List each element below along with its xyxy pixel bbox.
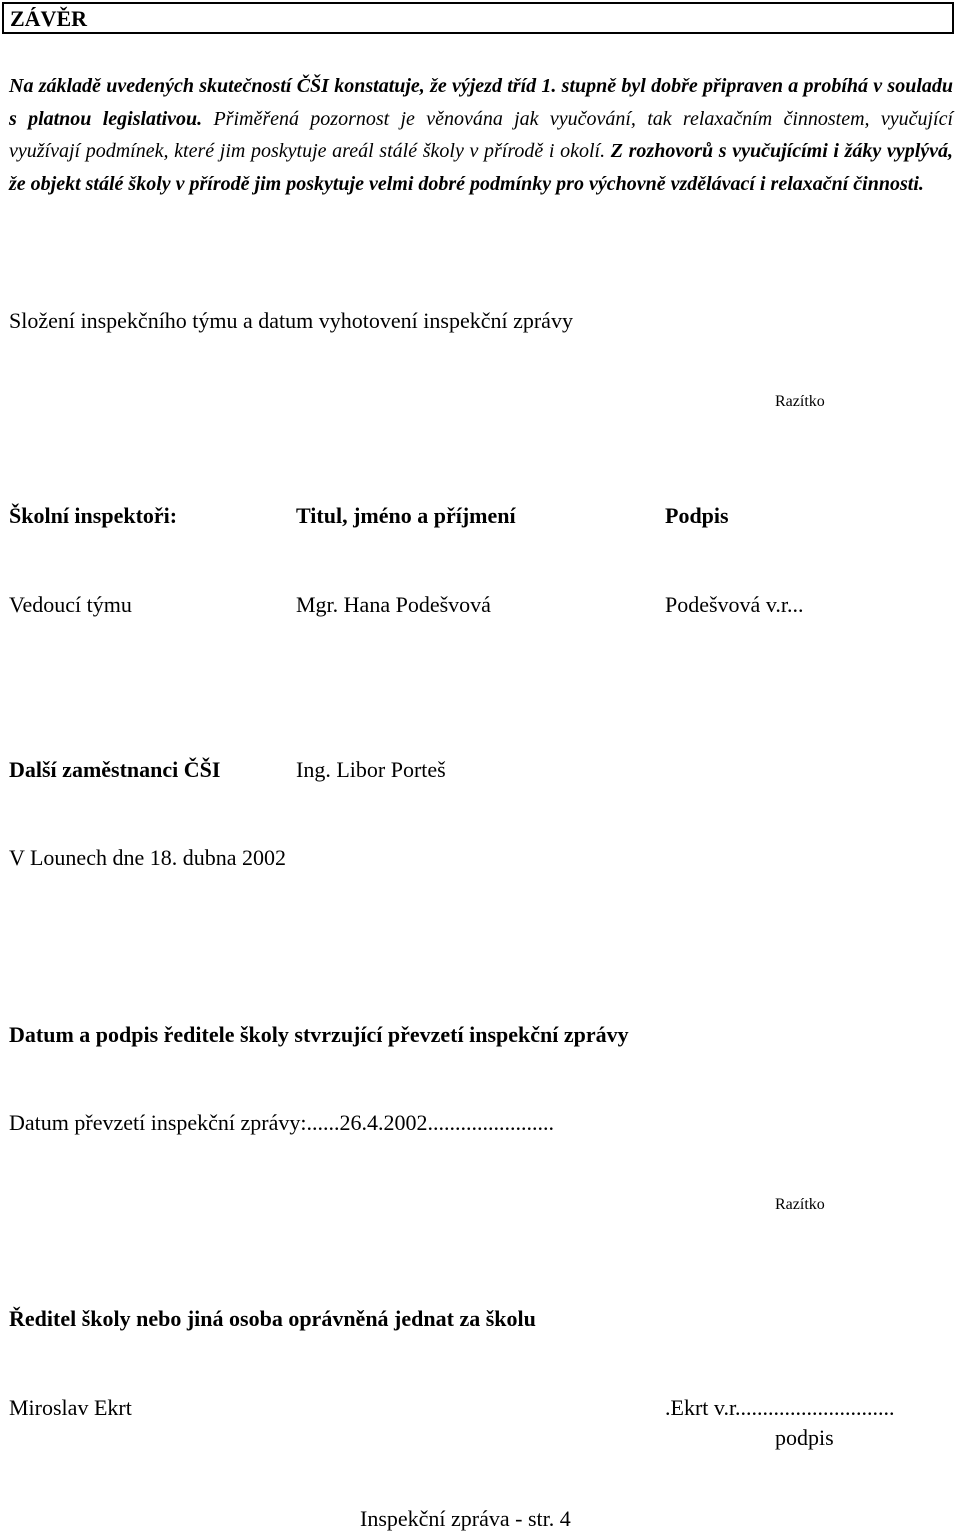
leader-signature: Podešvová v.r... xyxy=(665,592,804,617)
other-staff-name: Ing. Libor Porteš xyxy=(296,757,446,782)
page-footer: Inspekční zpráva - str. 4 xyxy=(360,1506,571,1531)
conclusion-part-1: Na základě uvedených skutečností ČŠI konstatuje, že výjezd tříd 1. stupně byl dobře připraven a probíhá v souladu s platnou legislativou. xyxy=(9,75,953,130)
director-section-title: Datum a podpis ředitele školy stvrzující převzetí inspekční zprávy xyxy=(9,1022,629,1047)
signature-label: podpis xyxy=(775,1425,834,1450)
leader-role: Vedoucí týmu xyxy=(9,592,132,617)
stamp-label-2: Razítko xyxy=(775,1196,825,1213)
director-name: Miroslav Ekrt xyxy=(9,1395,132,1420)
conclusion-paragraph xyxy=(9,70,953,200)
other-staff-role: Další zaměstnanci ČŠI xyxy=(9,757,221,782)
header-role: Školní inspektoři: xyxy=(9,503,178,528)
leader-name: Mgr. Hana Podešvová xyxy=(296,592,491,617)
place-date: V Lounech dne 18. dubna 2002 xyxy=(9,845,286,870)
receipt-date: Datum převzetí inspekční zprávy:......26.4.2002....................... xyxy=(9,1110,555,1135)
stamp-label-1: Razítko xyxy=(775,393,825,410)
heading-box xyxy=(2,2,954,34)
director-person-title: Ředitel školy nebo jiná osoba oprávněná jednat za školu xyxy=(9,1306,536,1331)
conclusion-part-2: Přiměřená pozornost je věnována jak vyučování, tak relaxačním činnostem, vyučující využívají podmínek, které jim poskytuje areál stálé školy v přírodě i okolí. xyxy=(9,107,953,162)
section-heading: ZÁVĚR xyxy=(10,6,88,31)
conclusion-part-3: Z rozhovorů s vyučujícími i žáky vyplývá, že objekt stálé školy v přírodě jim poskytuje velmi dobré podmínky pro výchovně vzdělávací i relaxační činnosti. xyxy=(9,140,953,195)
director-signature: .Ekrt v.r............................. xyxy=(665,1395,895,1420)
header-signature: Podpis xyxy=(665,503,729,528)
header-name: Titul, jméno a příjmení xyxy=(296,503,516,528)
team-section-title: Složení inspekčního týmu a datum vyhotovení inspekční zprávy xyxy=(9,308,573,333)
